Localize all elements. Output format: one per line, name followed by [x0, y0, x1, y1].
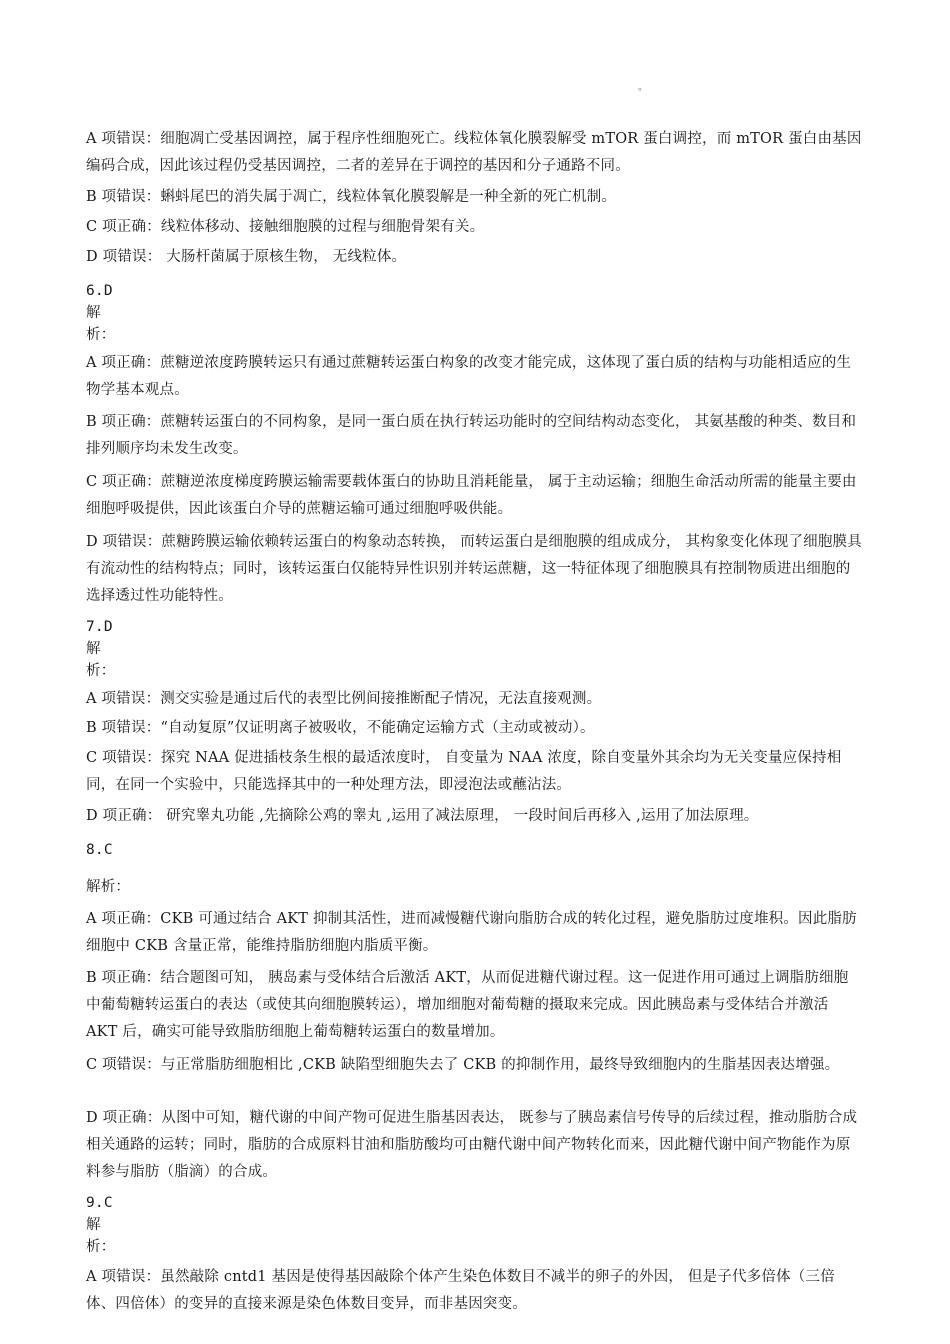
q9-analysis-label-2: 析：: [86, 1239, 116, 1255]
q8-option-b: B 项正确：结合题图可知， 胰岛素与受体结合后激活 AKT，从而促进糖代谢过程。这一促进作用可通过上调脂肪细胞中葡萄糖转运蛋白的表达（或使其向细胞膜转运），增加细胞对葡萄糖的摄取来完成。因此胰岛素与受体结合并激活 AKT 后，确实可能导致脂肪细胞上葡萄糖转运蛋白的数量增加。: [86, 970, 849, 1040]
q6-answer: 6.D: [86, 283, 113, 299]
q9-option-a: A 项错误：虽然敲除 cntd1 基因是使得基因敲除个体产生染色体数目不减半的卵子的外因， 但是子代多倍体（三倍体、四倍体）的变异的直接来源是染色体数目变异，而非基因突变。: [86, 1269, 835, 1312]
q7-answer: 7.D: [86, 619, 113, 635]
q6-analysis-label-1: 解: [86, 305, 101, 321]
q7-option-d: D 项正确： 研究睾丸功能 ,先摘除公鸡的睾丸 ,运用了减法原理， 一段时间后再移入 ,运用了加法原理。: [86, 808, 759, 824]
header-mark: 。: [638, 82, 648, 93]
q6-option-b: B 项正确：蔗糖转运蛋白的不同构象，是同一蛋白质在执行转运功能时的空间结构动态变化， 其氨基酸的种类、数目和排列顺序均未发生改变。: [86, 414, 857, 457]
q7-analysis-label-2: 析：: [86, 663, 116, 679]
q5-option-a: A 项错误：细胞凋亡受基因调控，属于程序性细胞死亡。线粒体氧化膜裂解受 mTOR 蛋白调控，而 mTOR 蛋白由基因编码合成，因此该过程仍受基因调控，二者的差异在于调控的基因和分子通路不同。: [86, 131, 862, 174]
q5-option-c: C 项正确：线粒体移动、接触细胞膜的过程与细胞骨架有关。: [86, 219, 485, 235]
q6-option-c: C 项正确：蔗糖逆浓度梯度跨膜运输需要载体蛋白的协助且消耗能量， 属于主动运输；细胞生命活动所需的能量主要由细胞呼吸提供，因此该蛋白介导的蔗糖运输可通过细胞呼吸供能。: [86, 474, 857, 517]
q5-option-b: B 项错误：蝌蚪尾巴的消失属于凋亡，线粒体氧化膜裂解是一种全新的死亡机制。: [86, 189, 617, 205]
q8-option-a: A 项正确：CKB 可通过结合 AKT 抑制其活性，进而减慢糖代谢向脂肪合成的转化过程，避免脂肪过度堆积。因此脂肪细胞中 CKB 含量正常，能维持脂肪细胞内脂质平衡。: [86, 911, 857, 954]
q7-option-c: C 项错误：探究 NAA 促进插枝条生根的最适浓度时， 自变量为 NAA 浓度，除自变量外其余均为无关变量应保持相同，在同一个实验中，只能选择其中的一种处理方法，即浸泡法或蘸沾法。: [86, 750, 842, 793]
q7-analysis-label-1: 解: [86, 641, 101, 657]
q8-analysis-label: 解析：: [86, 879, 131, 895]
q6-analysis-label-2: 析：: [86, 327, 116, 343]
q7-option-b: B 项错误：“自动复原”仅证明离子被吸收，不能确定运输方式（主动或被动）。: [86, 720, 595, 736]
q6-option-d: D 项错误：蔗糖跨膜运输依赖转运蛋白的构象动态转换， 而转运蛋白是细胞膜的组成成分， 其构象变化体现了细胞膜具有流动性的结构特点；同时，该转运蛋白仅能特异性识别并转运蔗糖，这一特征体现了细胞膜具有控制物质进出细胞的选择透过性功能特性。: [86, 534, 862, 604]
q5-option-d: D 项错误： 大肠杆菌属于原核生物， 无线粒体。: [86, 249, 407, 265]
q8-option-c: C 项错误：与正常脂肪细胞相比 ,CKB 缺陷型细胞失去了 CKB 的抑制作用，最终导致细胞内的生脂基因表达增强。: [86, 1057, 840, 1073]
q9-answer: 9.C: [86, 1195, 113, 1211]
q6-option-a: A 项正确：蔗糖逆浓度跨膜转运只有通过蔗糖转运蛋白构象的改变才能完成，这体现了蛋白质的结构与功能相适应的生物学基本观点。: [86, 355, 852, 398]
q9-analysis-label-1: 解: [86, 1217, 101, 1233]
q8-option-d: D 项正确：从图中可知，糖代谢的中间产物可促进生脂基因表达， 既参与了胰岛素信号传导的后续过程，推动脂肪合成相关通路的运转；同时，脂肪的合成原料甘油和脂肪酸均可由糖代谢中间产物转化而来，因此糖代谢中间产物能作为原料参与脂肪（脂滴）的合成。: [86, 1110, 858, 1180]
q8-answer: 8.C: [86, 842, 113, 858]
q7-option-a: A 项错误：测交实验是通过后代的表型比例间接推断配子情况，无法直接观测。: [86, 691, 602, 707]
